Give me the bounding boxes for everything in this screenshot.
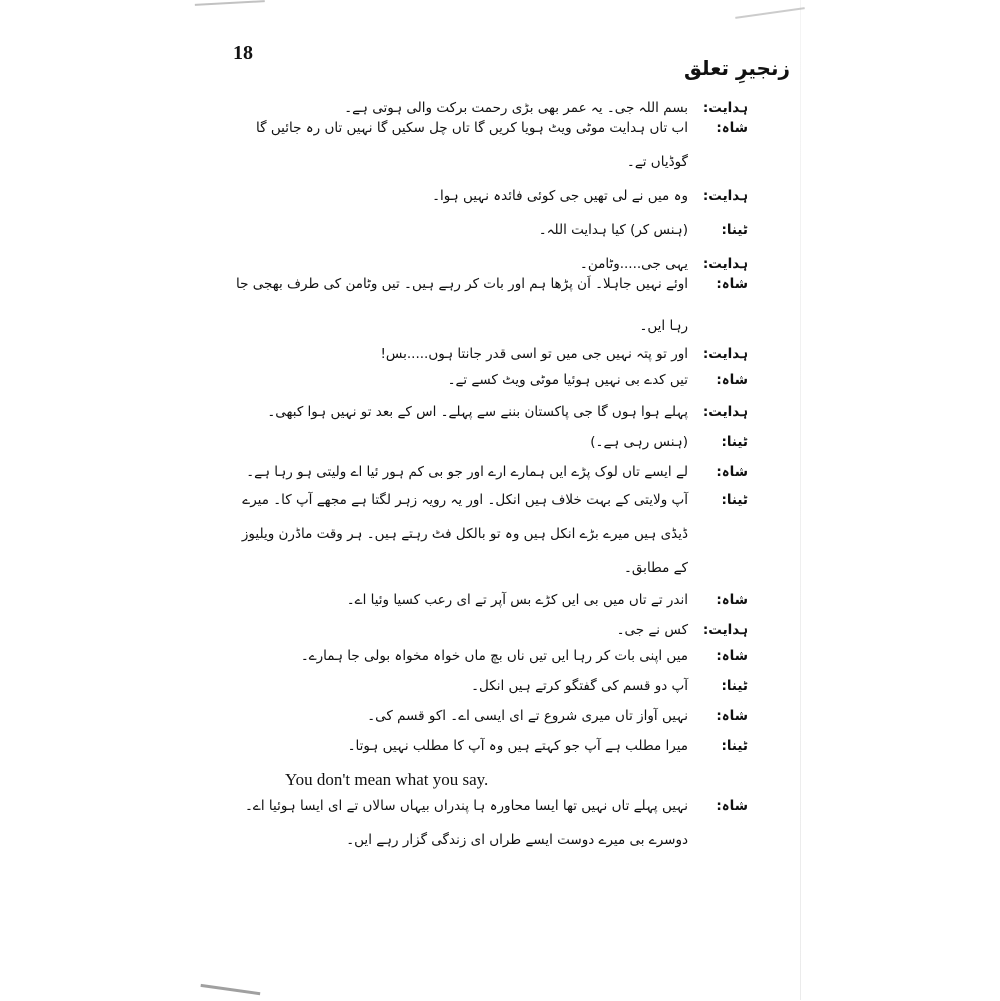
dialogue-line [220,676,800,696]
speech-line: آپ ولایتی کے بہت خلاف ہیں انکل۔ اور یہ رویہ زہر لگتا ہے مجھے آپ کا۔ میرے [242,492,688,508]
dialogue-line [220,98,800,118]
speaker-label: شاہ: [716,276,748,292]
speech-text: اور تو پتہ نہیں جی میں تو اسی قدر جانتا ہوں.....بس! [380,346,688,362]
speech-text [220,796,688,850]
speech-text: نہیں آواز تاں میری شروع تے ای ایسی اے۔ اکو قسم کی۔ [367,708,688,724]
english-quote: You don't mean what you say. [285,770,489,789]
speech-text: تیں کدے بی نہیں ہوئیا موٹی ویٹ کسے تے۔ [447,372,688,388]
dialogue-line [220,736,800,756]
speech-text [220,490,688,578]
dialogue-line [220,620,800,640]
speaker-label: ہدایت: [702,404,748,420]
speaker-label: شاہ: [716,708,748,724]
speech-text [220,118,688,172]
speech-text: (ہنس رہی ہے۔) [590,434,688,450]
dialogue-line [220,432,800,452]
speech-line: اوئے نہیں جاہلا۔ اَن پڑھا ہم اور بات کر رہے ہیں۔ تیں وٹامن کی طرف بھجی جا [236,276,688,292]
speech-text: وہ میں نے لی تھیں جی کوئی فائدہ نہیں ہوا۔ [432,188,688,204]
dialogue-line [220,462,800,482]
speaker-label: شاہ: [716,372,748,388]
speech-text: آپ دو قسم کی گفتگو کرتے ہیں انکل۔ [471,678,688,694]
dialogue-line [220,186,800,206]
speaker-label: ٹینا: [721,678,748,694]
speaker-label: شاہ: [716,648,748,664]
dialogue-line [220,490,800,578]
dialogue-line [220,274,800,336]
page-number: 18 [233,42,253,64]
speaker-label: ٹینا: [721,434,748,450]
dialogue-line [220,370,800,390]
speech-text: پہلے ہوا ہوں گا جی پاکستان بننے سے پہلے۔ اس کے بعد تو نہیں ہوا کبھی۔ [267,404,688,420]
speech-continuation: ڈیڈی ہیں میرے بڑے انکل ہیں وہ تو بالکل فٹ رہتے ہیں۔ ہر وقت ماڈرن ویلیوز [241,526,688,542]
speaker-label: ہدایت: [702,256,748,272]
scan-artifact-top [195,0,265,13]
speech-text: (ہنس کر) کیا ہدایت اللہ۔ [538,222,688,238]
dialogue-line [220,796,800,850]
speech-text [220,274,688,336]
scan-artifact-bottom [200,984,261,1001]
dialogue-line [220,254,800,274]
speech-text: میرا مطلب ہے آپ جو کہتے ہیں وہ آپ کا مطلب نہیں ہوتا۔ [347,738,688,754]
speech-line: اب تاں ہدایت موٹی ویٹ ہویا کریں گا تاں چل سکیں گا نہیں تاں رہ جائیں گا [256,120,688,136]
dialogue-line [220,706,800,726]
dialogue-block [220,98,800,850]
speech-continuation: دوسرے بی میرے دوست ایسے طراں ای زندگی گزار رہے ایں۔ [346,832,688,848]
speech-text: یہی جی.....وٹامن۔ [579,256,688,272]
speaker-label: ٹینا: [721,222,748,238]
speaker-label: ٹینا: [721,492,748,508]
dialogue-line [220,402,800,422]
scan-artifact-top-right [735,7,805,19]
speaker-label: شاہ: [716,798,748,814]
speech-text: لے ایسے تاں لوک پڑے ایں ہمارے ارے اور جو بی کم ہور ئیا اے ولیتی ہو رہا ہے۔ [246,464,688,480]
speaker-label: شاہ: [716,592,748,608]
running-title: زنجیرِ تعلق [684,56,790,80]
speech-line: نہیں پہلے تاں نہیں تھا ایسا محاورہ ہا پندراں بیہاں سالاں تے ای ایسا ہوئیا اے۔ [245,798,688,814]
speech-text: کس نے جی۔ [616,622,688,638]
speaker-label: ہدایت: [702,346,748,362]
page-edge [800,0,801,1000]
dialogue-line [220,220,800,240]
speaker-label: شاہ: [716,120,748,136]
speaker-label: ٹینا: [721,738,748,754]
dialogue-line [220,646,800,666]
speech-text: اندر تے تاں میں بی ایں کڑے بس آپر تے ای رعب کسیا وئیا اے۔ [346,592,688,608]
dialogue-line [220,344,800,364]
dialogue-line [220,118,800,172]
speech-continuation: گوڈیاں تے۔ [626,154,688,170]
speech-text: بسم اللہ جی۔ یہ عمر بھی بڑی رحمت برکت والی ہوتی ہے۔ [344,100,688,116]
dialogue-line [220,590,800,610]
speech-continuation: رہا ایں۔ [639,318,688,334]
speech-text: میں اپنی بات کر رہا ایں تیں ناں بچ ماں خواہ مخواہ بولی جا ہمارے۔ [300,648,688,664]
speaker-label: شاہ: [716,464,748,480]
speech-continuation: کے مطابق۔ [624,560,688,576]
speaker-label: ہدایت: [702,188,748,204]
speaker-label: ہدایت: [702,100,748,116]
speaker-label: ہدایت: [702,622,748,638]
